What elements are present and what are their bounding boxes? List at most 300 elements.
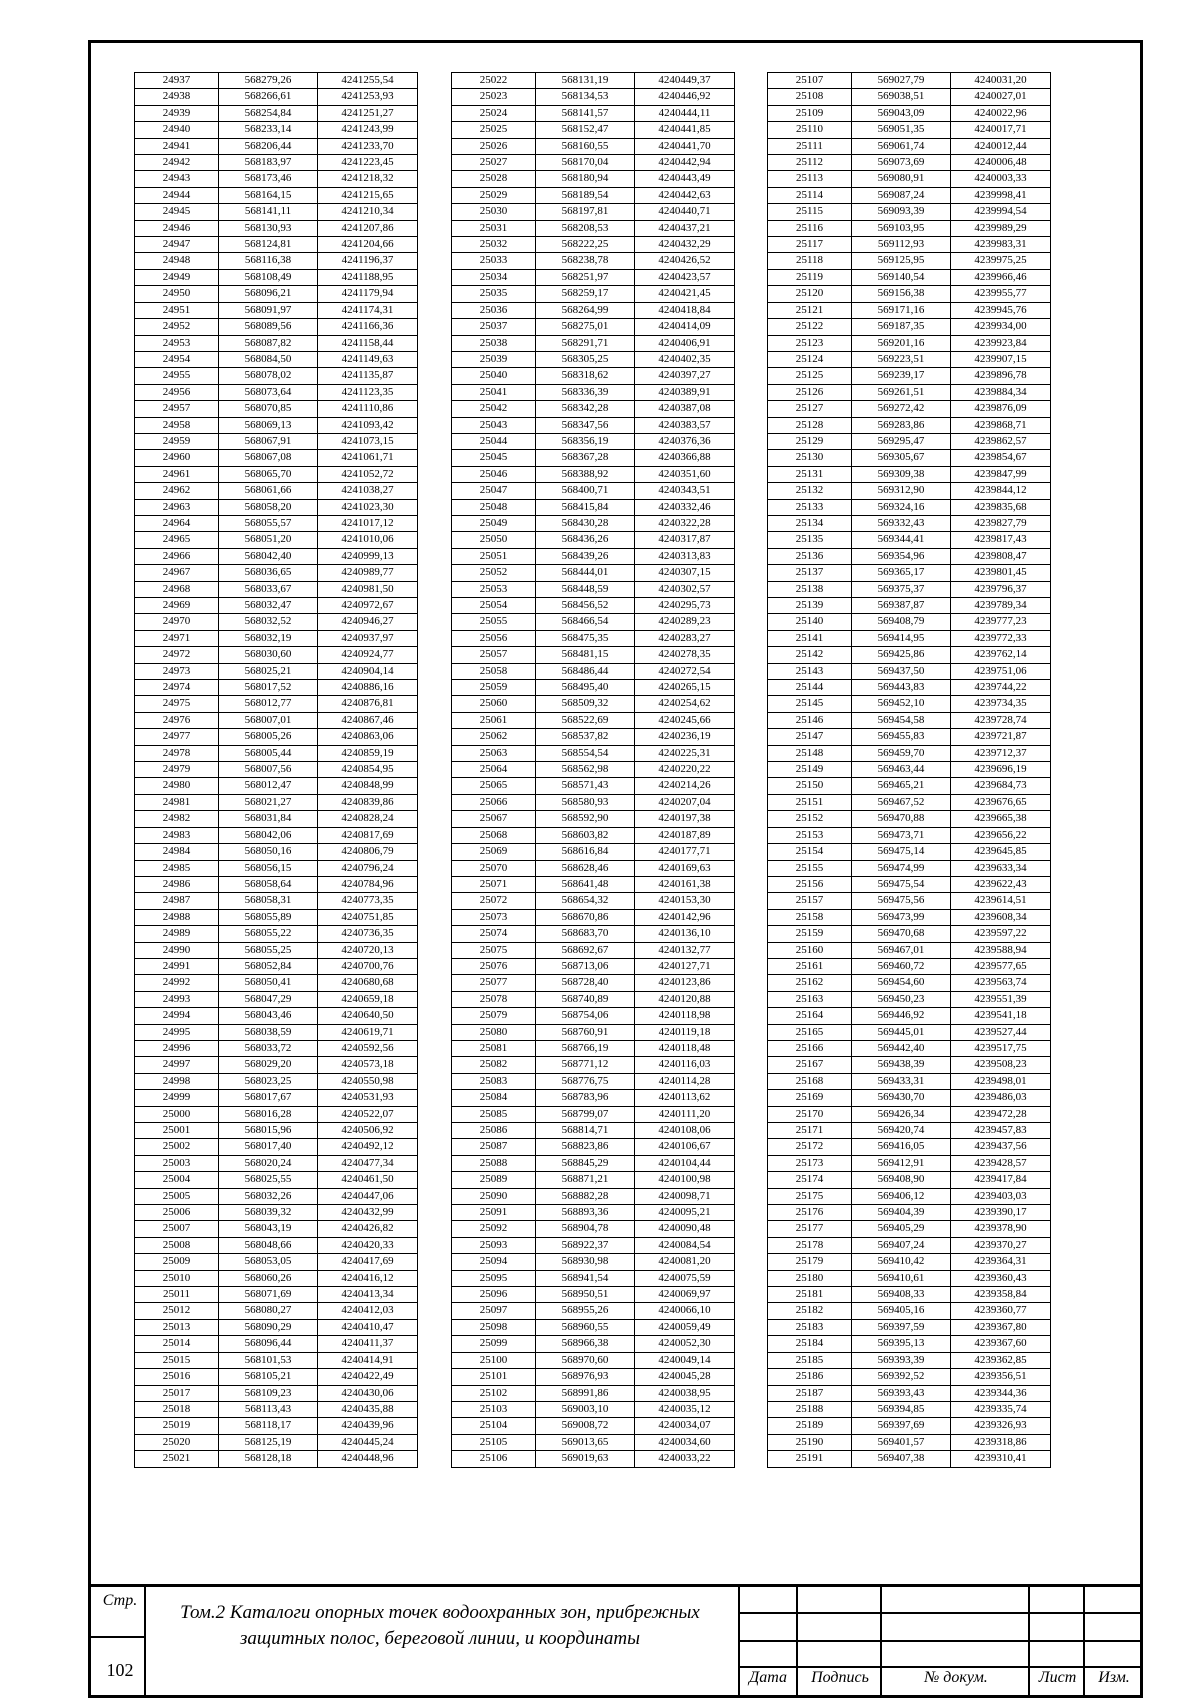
table-row [135, 532, 418, 548]
y-coordinate-cell: 4241158,44 [318, 335, 418, 351]
y-coordinate-cell: 4240972,67 [318, 598, 418, 614]
x-coordinate-cell: 568439,26 [536, 548, 635, 564]
table-row [768, 1352, 1051, 1368]
x-coordinate-cell: 568495,40 [536, 680, 635, 696]
point-number-cell: 25014 [135, 1336, 219, 1352]
table-row [768, 1303, 1051, 1319]
x-coordinate-cell: 568033,67 [219, 581, 318, 597]
y-coordinate-cell: 4241251,27 [318, 105, 418, 121]
point-number-cell: 25011 [135, 1287, 219, 1303]
x-coordinate-cell: 569404,39 [852, 1205, 951, 1221]
table-row [135, 1123, 418, 1139]
table-row [768, 401, 1051, 417]
x-coordinate-cell: 569027,79 [852, 73, 951, 89]
y-coordinate-cell: 4240736,35 [318, 926, 418, 942]
point-number-cell: 24947 [135, 237, 219, 253]
table-row [452, 1008, 735, 1024]
y-coordinate-cell: 4240447,06 [318, 1188, 418, 1204]
table-row [452, 811, 735, 827]
x-coordinate-cell: 568025,55 [219, 1172, 318, 1188]
x-coordinate-cell: 568760,91 [536, 1024, 635, 1040]
x-coordinate-cell: 568400,71 [536, 483, 635, 499]
y-coordinate-cell: 4240027,01 [951, 89, 1051, 105]
y-coordinate-cell: 4240031,20 [951, 73, 1051, 89]
y-coordinate-cell: 4239517,75 [951, 1040, 1051, 1056]
y-coordinate-cell: 4240442,94 [635, 155, 735, 171]
y-coordinate-cell: 4240441,85 [635, 122, 735, 138]
table-row [452, 499, 735, 515]
table-row [135, 1369, 418, 1385]
point-number-cell: 25147 [768, 729, 852, 745]
table-row [135, 1040, 418, 1056]
y-coordinate-cell: 4240863,06 [318, 729, 418, 745]
x-coordinate-cell: 568336,39 [536, 384, 635, 400]
y-coordinate-cell: 4239966,46 [951, 269, 1051, 285]
table-row [768, 1319, 1051, 1335]
table-row [768, 269, 1051, 285]
table-row [768, 1040, 1051, 1056]
table-row [452, 138, 735, 154]
point-number-cell: 24972 [135, 647, 219, 663]
point-number-cell: 24959 [135, 433, 219, 449]
x-coordinate-cell: 568050,16 [219, 844, 318, 860]
x-coordinate-cell: 568259,17 [536, 286, 635, 302]
x-coordinate-cell: 569375,37 [852, 581, 951, 597]
table-row [452, 548, 735, 564]
point-number-cell: 25037 [452, 319, 536, 335]
x-coordinate-cell: 569406,12 [852, 1188, 951, 1204]
y-coordinate-cell: 4240090,48 [635, 1221, 735, 1237]
x-coordinate-cell: 569454,60 [852, 975, 951, 991]
x-coordinate-cell: 569201,16 [852, 335, 951, 351]
x-coordinate-cell: 568966,38 [536, 1336, 635, 1352]
y-coordinate-cell: 4241038,27 [318, 483, 418, 499]
table-row [452, 1073, 735, 1089]
table-row [452, 860, 735, 876]
table-row [135, 876, 418, 892]
x-coordinate-cell: 568061,66 [219, 483, 318, 499]
x-coordinate-cell: 569392,52 [852, 1369, 951, 1385]
y-coordinate-cell: 4239358,84 [951, 1287, 1051, 1303]
table-row [768, 811, 1051, 827]
x-coordinate-cell: 569442,40 [852, 1040, 951, 1056]
y-coordinate-cell: 4240142,96 [635, 909, 735, 925]
point-number-cell: 25109 [768, 105, 852, 121]
table-row [452, 1172, 735, 1188]
point-number-cell: 25153 [768, 827, 852, 843]
point-number-cell: 25032 [452, 237, 536, 253]
y-coordinate-cell: 4240034,60 [635, 1434, 735, 1450]
table-row [452, 893, 735, 909]
point-number-cell: 25020 [135, 1434, 219, 1450]
point-number-cell: 25165 [768, 1024, 852, 1040]
point-number-cell: 24951 [135, 302, 219, 318]
table-row [452, 401, 735, 417]
point-number-cell: 25105 [452, 1434, 536, 1450]
y-coordinate-cell: 4241010,06 [318, 532, 418, 548]
point-number-cell: 24962 [135, 483, 219, 499]
table-row [135, 942, 418, 958]
y-coordinate-cell: 4240406,91 [635, 335, 735, 351]
table-row [452, 1024, 735, 1040]
point-number-cell: 25173 [768, 1155, 852, 1171]
doc-number-label: № докум. [924, 1669, 988, 1686]
y-coordinate-cell: 4240245,66 [635, 712, 735, 728]
table-row [135, 1057, 418, 1073]
table-row [135, 680, 418, 696]
table-row [135, 1106, 418, 1122]
table-row [135, 712, 418, 728]
x-coordinate-cell: 568183,97 [219, 155, 318, 171]
point-number-cell: 25006 [135, 1205, 219, 1221]
table-row [768, 237, 1051, 253]
table-row [768, 991, 1051, 1007]
x-coordinate-cell: 568070,85 [219, 401, 318, 417]
point-number-cell: 25179 [768, 1254, 852, 1270]
x-coordinate-cell: 568367,28 [536, 450, 635, 466]
x-coordinate-cell: 569445,01 [852, 1024, 951, 1040]
table-row [768, 1090, 1051, 1106]
point-number-cell: 25095 [452, 1270, 536, 1286]
table-row [768, 253, 1051, 269]
x-coordinate-cell: 568032,47 [219, 598, 318, 614]
table-row [135, 401, 418, 417]
y-coordinate-cell: 4241166,36 [318, 319, 418, 335]
y-coordinate-cell: 4240422,49 [318, 1369, 418, 1385]
table-row [135, 565, 418, 581]
point-number-cell: 25047 [452, 483, 536, 499]
table-row [135, 614, 418, 630]
y-coordinate-cell: 4240442,63 [635, 187, 735, 203]
x-coordinate-cell: 568970,60 [536, 1352, 635, 1368]
table-row [452, 958, 735, 974]
table-row [768, 647, 1051, 663]
x-coordinate-cell: 569454,58 [852, 712, 951, 728]
x-coordinate-cell: 568032,19 [219, 630, 318, 646]
table-row [135, 1205, 418, 1221]
x-coordinate-cell: 569073,69 [852, 155, 951, 171]
table-row [452, 1123, 735, 1139]
x-coordinate-cell: 569393,39 [852, 1352, 951, 1368]
point-number-cell: 25076 [452, 958, 536, 974]
x-coordinate-cell: 568456,52 [536, 598, 635, 614]
x-coordinate-cell: 568740,89 [536, 991, 635, 1007]
x-coordinate-cell: 569387,87 [852, 598, 951, 614]
y-coordinate-cell: 4240426,52 [635, 253, 735, 269]
point-number-cell: 25005 [135, 1188, 219, 1204]
y-coordinate-cell: 4239633,34 [951, 860, 1051, 876]
point-number-cell: 24966 [135, 548, 219, 564]
x-coordinate-cell: 569305,67 [852, 450, 951, 466]
point-number-cell: 24985 [135, 860, 219, 876]
point-number-cell: 24990 [135, 942, 219, 958]
x-coordinate-cell: 568571,43 [536, 778, 635, 794]
y-coordinate-cell: 4240839,86 [318, 794, 418, 810]
y-coordinate-cell: 4239975,25 [951, 253, 1051, 269]
table-row [452, 450, 735, 466]
y-coordinate-cell: 4240522,07 [318, 1106, 418, 1122]
y-coordinate-cell: 4240937,97 [318, 630, 418, 646]
y-coordinate-cell: 4240417,69 [318, 1254, 418, 1270]
point-number-cell: 24967 [135, 565, 219, 581]
y-coordinate-cell: 4240867,46 [318, 712, 418, 728]
table-row [452, 89, 735, 105]
point-number-cell: 25122 [768, 319, 852, 335]
point-number-cell: 24973 [135, 663, 219, 679]
y-coordinate-cell: 4241179,94 [318, 286, 418, 302]
y-coordinate-cell: 4240806,79 [318, 844, 418, 860]
page-number: 102 [106, 1660, 134, 1680]
y-coordinate-cell: 4240446,92 [635, 89, 735, 105]
x-coordinate-cell: 569455,83 [852, 729, 951, 745]
x-coordinate-cell: 569474,99 [852, 860, 951, 876]
x-coordinate-cell: 569332,43 [852, 515, 951, 531]
y-coordinate-cell: 4240414,91 [318, 1352, 418, 1368]
x-coordinate-cell: 569407,24 [852, 1237, 951, 1253]
x-coordinate-cell: 569156,38 [852, 286, 951, 302]
table-row [768, 1385, 1051, 1401]
x-coordinate-cell: 568141,11 [219, 204, 318, 220]
x-coordinate-cell: 569412,91 [852, 1155, 951, 1171]
y-coordinate-cell: 4240289,23 [635, 614, 735, 630]
y-coordinate-cell: 4239777,23 [951, 614, 1051, 630]
y-coordinate-cell: 4241149,63 [318, 351, 418, 367]
point-number-cell: 25180 [768, 1270, 852, 1286]
table-row [452, 778, 735, 794]
x-coordinate-cell: 569420,74 [852, 1123, 951, 1139]
y-coordinate-cell: 4240075,59 [635, 1270, 735, 1286]
point-number-cell: 25174 [768, 1172, 852, 1188]
point-number-cell: 25056 [452, 630, 536, 646]
point-number-cell: 25183 [768, 1319, 852, 1335]
x-coordinate-cell: 568486,44 [536, 663, 635, 679]
y-coordinate-cell: 4239835,68 [951, 499, 1051, 515]
y-coordinate-cell: 4239472,28 [951, 1106, 1051, 1122]
x-coordinate-cell: 569426,34 [852, 1106, 951, 1122]
table-row [768, 663, 1051, 679]
table-row [452, 1155, 735, 1171]
y-coordinate-cell: 4240366,88 [635, 450, 735, 466]
table-row [768, 515, 1051, 531]
x-coordinate-cell: 569261,51 [852, 384, 951, 400]
y-coordinate-cell: 4240720,13 [318, 942, 418, 958]
y-coordinate-cell: 4240127,71 [635, 958, 735, 974]
y-coordinate-cell: 4239310,41 [951, 1451, 1051, 1467]
y-coordinate-cell: 4240169,63 [635, 860, 735, 876]
point-number-cell: 24987 [135, 893, 219, 909]
point-number-cell: 24994 [135, 1008, 219, 1024]
table-row [452, 319, 735, 335]
x-coordinate-cell: 568031,84 [219, 811, 318, 827]
x-coordinate-cell: 568616,84 [536, 844, 635, 860]
y-coordinate-cell: 4239417,84 [951, 1172, 1051, 1188]
table-row [768, 187, 1051, 203]
point-number-cell: 25039 [452, 351, 536, 367]
x-coordinate-cell: 568845,29 [536, 1155, 635, 1171]
table-row [768, 696, 1051, 712]
x-coordinate-cell: 568160,55 [536, 138, 635, 154]
table-row [452, 1270, 735, 1286]
y-coordinate-cell: 4241215,65 [318, 187, 418, 203]
x-coordinate-cell: 568264,99 [536, 302, 635, 318]
y-coordinate-cell: 4239796,37 [951, 581, 1051, 597]
table-row [768, 122, 1051, 138]
x-coordinate-cell: 569324,16 [852, 499, 951, 515]
point-number-cell: 24993 [135, 991, 219, 1007]
x-coordinate-cell: 568134,53 [536, 89, 635, 105]
point-number-cell: 25048 [452, 499, 536, 515]
table-row [768, 958, 1051, 974]
table-row [768, 450, 1051, 466]
table-row [452, 1451, 735, 1467]
table-row [135, 1172, 418, 1188]
table-row [768, 1155, 1051, 1171]
table-row [135, 1418, 418, 1434]
point-number-cell: 25120 [768, 286, 852, 302]
table-row [452, 1237, 735, 1253]
table-row [768, 1451, 1051, 1467]
y-coordinate-cell: 4239817,43 [951, 532, 1051, 548]
table-row [768, 89, 1051, 105]
point-number-cell: 25142 [768, 647, 852, 663]
point-number-cell: 25124 [768, 351, 852, 367]
x-coordinate-cell: 569470,68 [852, 926, 951, 942]
y-coordinate-cell: 4240449,37 [635, 73, 735, 89]
table-row [768, 155, 1051, 171]
table-row [452, 532, 735, 548]
table-row [768, 1418, 1051, 1434]
y-coordinate-cell: 4240113,62 [635, 1090, 735, 1106]
y-coordinate-cell: 4240413,34 [318, 1287, 418, 1303]
x-coordinate-cell: 568096,21 [219, 286, 318, 302]
x-coordinate-cell: 568960,55 [536, 1319, 635, 1335]
point-number-cell: 25071 [452, 876, 536, 892]
x-coordinate-cell: 568096,44 [219, 1336, 318, 1352]
x-coordinate-cell: 568562,98 [536, 762, 635, 778]
point-number-cell: 25177 [768, 1221, 852, 1237]
x-coordinate-cell: 568266,61 [219, 89, 318, 105]
x-coordinate-cell: 569043,09 [852, 105, 951, 121]
point-number-cell: 24976 [135, 712, 219, 728]
y-coordinate-cell: 4239364,31 [951, 1254, 1051, 1270]
y-coordinate-cell: 4240886,16 [318, 680, 418, 696]
table-row [452, 598, 735, 614]
table-row [135, 1221, 418, 1237]
x-coordinate-cell: 569467,52 [852, 794, 951, 810]
point-number-cell: 25146 [768, 712, 852, 728]
table-row [768, 876, 1051, 892]
point-number-cell: 25050 [452, 532, 536, 548]
y-coordinate-cell: 4241233,70 [318, 138, 418, 154]
point-number-cell: 24942 [135, 155, 219, 171]
x-coordinate-cell: 568941,54 [536, 1270, 635, 1286]
y-coordinate-cell: 4240946,27 [318, 614, 418, 630]
table-row [135, 1008, 418, 1024]
x-coordinate-cell: 568005,44 [219, 745, 318, 761]
table-row [452, 1040, 735, 1056]
point-number-cell: 24992 [135, 975, 219, 991]
y-coordinate-cell: 4240006,48 [951, 155, 1051, 171]
y-coordinate-cell: 4240477,34 [318, 1155, 418, 1171]
point-number-cell: 25043 [452, 417, 536, 433]
table-row [452, 1418, 735, 1434]
table-row [135, 515, 418, 531]
x-coordinate-cell: 568078,02 [219, 368, 318, 384]
point-number-cell: 24954 [135, 351, 219, 367]
x-coordinate-cell: 568032,52 [219, 614, 318, 630]
y-coordinate-cell: 4240120,88 [635, 991, 735, 1007]
point-number-cell: 25077 [452, 975, 536, 991]
table-row [135, 269, 418, 285]
point-number-cell: 25021 [135, 1451, 219, 1467]
y-coordinate-cell: 4240387,08 [635, 401, 735, 417]
table-row [452, 909, 735, 925]
point-number-cell: 25013 [135, 1319, 219, 1335]
table-row [452, 1369, 735, 1385]
point-number-cell: 24956 [135, 384, 219, 400]
table-row [768, 1434, 1051, 1450]
y-coordinate-cell: 4240410,47 [318, 1319, 418, 1335]
x-coordinate-cell: 568116,38 [219, 253, 318, 269]
point-number-cell: 25125 [768, 368, 852, 384]
x-coordinate-cell: 569410,61 [852, 1270, 951, 1286]
x-coordinate-cell: 569473,99 [852, 909, 951, 925]
x-coordinate-cell: 568641,48 [536, 876, 635, 892]
point-number-cell: 25024 [452, 105, 536, 121]
point-number-cell: 24996 [135, 1040, 219, 1056]
x-coordinate-cell: 568058,20 [219, 499, 318, 515]
point-number-cell: 25093 [452, 1237, 536, 1253]
point-number-cell: 25150 [768, 778, 852, 794]
y-coordinate-cell: 4239326,93 [951, 1418, 1051, 1434]
x-coordinate-cell: 568036,65 [219, 565, 318, 581]
point-number-cell: 24968 [135, 581, 219, 597]
table-row [135, 466, 418, 482]
y-coordinate-cell: 4240999,13 [318, 548, 418, 564]
table-row [452, 680, 735, 696]
point-number-cell: 25044 [452, 433, 536, 449]
point-number-cell: 25154 [768, 844, 852, 860]
point-number-cell: 25097 [452, 1303, 536, 1319]
x-coordinate-cell: 568017,67 [219, 1090, 318, 1106]
table-row [135, 351, 418, 367]
point-number-cell: 25133 [768, 499, 852, 515]
table-row [768, 483, 1051, 499]
y-coordinate-cell: 4240828,24 [318, 811, 418, 827]
x-coordinate-cell: 568025,21 [219, 663, 318, 679]
point-number-cell: 25003 [135, 1155, 219, 1171]
y-coordinate-cell: 4239588,94 [951, 942, 1051, 958]
point-number-cell: 24979 [135, 762, 219, 778]
table-row [135, 417, 418, 433]
x-coordinate-cell: 568430,28 [536, 515, 635, 531]
x-coordinate-cell: 568189,54 [536, 187, 635, 203]
y-coordinate-cell: 4240448,96 [318, 1451, 418, 1467]
point-number-cell: 24997 [135, 1057, 219, 1073]
point-number-cell: 25103 [452, 1401, 536, 1417]
point-number-cell: 25083 [452, 1073, 536, 1089]
point-number-cell: 25186 [768, 1369, 852, 1385]
point-number-cell: 25175 [768, 1188, 852, 1204]
y-coordinate-cell: 4240313,83 [635, 548, 735, 564]
table-row [768, 548, 1051, 564]
x-coordinate-cell: 569061,74 [852, 138, 951, 154]
point-number-cell: 25061 [452, 712, 536, 728]
x-coordinate-cell: 568342,28 [536, 401, 635, 417]
table-row [135, 105, 418, 121]
point-number-cell: 24957 [135, 401, 219, 417]
x-coordinate-cell: 568113,43 [219, 1401, 318, 1417]
